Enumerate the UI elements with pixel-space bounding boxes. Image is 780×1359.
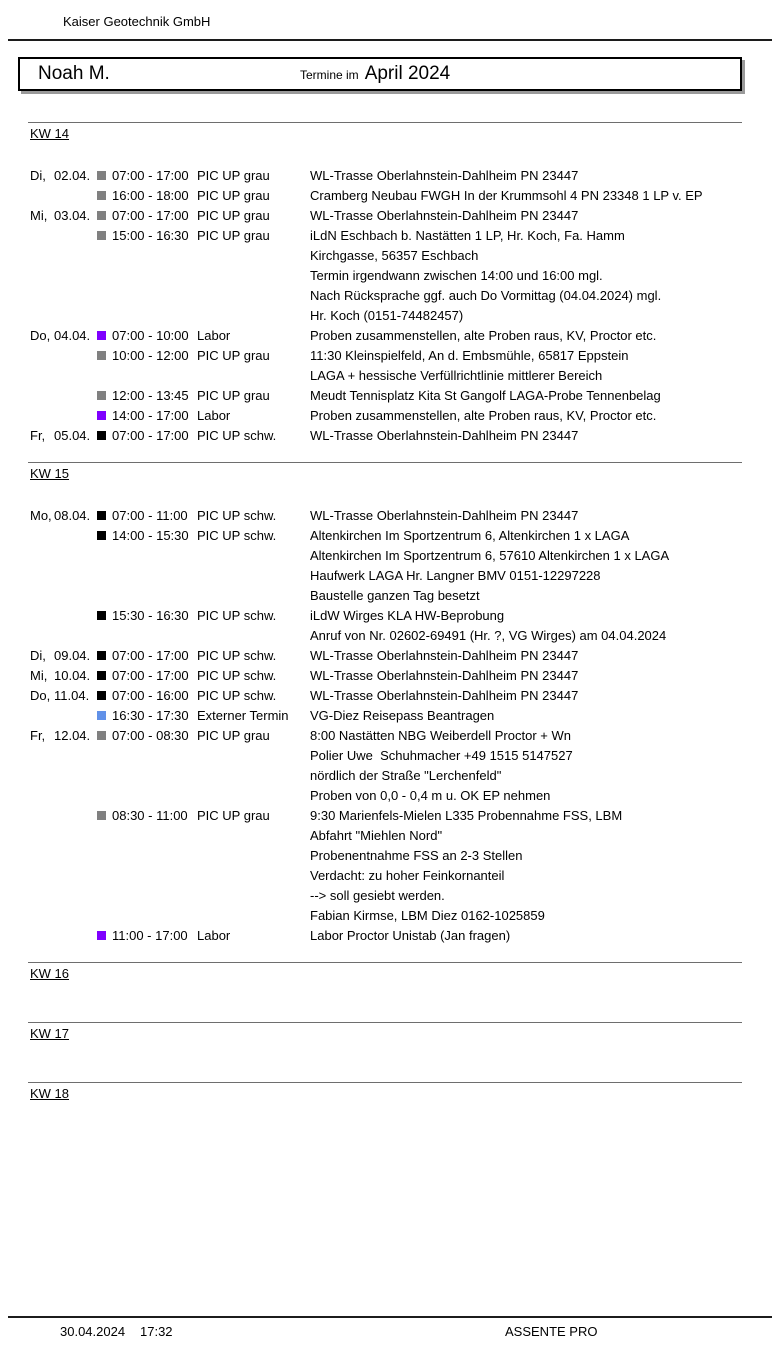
- category-marker-icon: [97, 811, 106, 820]
- appointment-row: [0, 706, 780, 726]
- category-marker-icon: [97, 691, 106, 700]
- description-text: Anruf von Nr. 02602-69491 (Hr. ?, VG Wirges) am 04.04.2024: [310, 628, 667, 643]
- time-range: 07:00 - 16:00: [112, 688, 189, 703]
- category-label: Externer Termin: [197, 708, 289, 723]
- category-label: PIC UP grau: [197, 168, 270, 183]
- appointment-continuation-row: [0, 366, 780, 386]
- title-bar: [18, 57, 742, 91]
- appointments-list: [0, 506, 780, 946]
- time-range: 08:30 - 11:00: [112, 808, 188, 823]
- appointment-row: [0, 206, 780, 226]
- category-marker-icon: [97, 191, 106, 200]
- description-text: WL-Trasse Oberlahnstein-Dahlheim PN 23447: [310, 208, 579, 223]
- description-text: Haufwerk LAGA Hr. Langner BMV 0151-12297228: [310, 568, 601, 583]
- description-text: VG-Diez Reisepass Beantragen: [310, 708, 495, 723]
- person-name: Noah M.: [38, 63, 110, 84]
- day-abbrev: Fr,: [30, 428, 46, 443]
- description-text: 9:30 Marienfels-Mielen L335 Probennahme FSS, LBM: [310, 808, 623, 823]
- category-marker-icon: [97, 211, 106, 220]
- appointment-continuation-row: [0, 546, 780, 566]
- appointment-row: [0, 926, 780, 946]
- appointment-row: [0, 226, 780, 246]
- time-range: 07:00 - 17:00: [112, 208, 189, 223]
- appointment-row: [0, 726, 780, 746]
- category-label: PIC UP schw.: [197, 508, 277, 523]
- category-label: PIC UP schw.: [197, 608, 277, 623]
- category-label: PIC UP grau: [197, 808, 270, 823]
- category-marker-icon: [97, 731, 106, 740]
- time-range: 11:00 - 17:00: [112, 928, 188, 943]
- appointment-continuation-row: [0, 566, 780, 586]
- appointment-row: [0, 506, 780, 526]
- day-abbrev: Do,: [30, 688, 51, 703]
- footer: [0, 1324, 780, 1344]
- print-time: 17:32: [140, 1324, 173, 1339]
- appointment-continuation-row: [0, 886, 780, 906]
- day-abbrev: Mi,: [30, 668, 48, 683]
- week-section: [0, 1082, 780, 1142]
- category-label: PIC UP schw.: [197, 668, 277, 683]
- appointment-row: [0, 606, 780, 626]
- appointment-row: [0, 326, 780, 346]
- day-date: 08.04.: [54, 508, 91, 523]
- category-label: Labor: [197, 928, 231, 943]
- appointment-row: [0, 166, 780, 186]
- day-date: 04.04.: [54, 328, 91, 343]
- appointment-row: [0, 406, 780, 426]
- week-label: KW 14: [30, 126, 70, 141]
- description-text: Polier Uwe Schuhmacher +49 1515 5147527: [310, 748, 573, 763]
- description-text: Labor Proctor Unistab (Jan fragen): [310, 928, 511, 943]
- description-text: Termin irgendwann zwischen 14:00 und 16:00 mgl.: [310, 268, 603, 283]
- week-section: [0, 962, 780, 1022]
- description-text: Kirchgasse, 56357 Eschbach: [310, 248, 479, 263]
- category-marker-icon: [97, 171, 106, 180]
- time-range: 14:00 - 15:30: [112, 528, 189, 543]
- company-name: Kaiser Geotechnik GmbH: [63, 14, 211, 29]
- category-marker-icon: [97, 231, 106, 240]
- day-abbrev: Fr,: [30, 728, 46, 743]
- appointment-continuation-row: [0, 746, 780, 766]
- appointment-continuation-row: [0, 286, 780, 306]
- week-label: KW 16: [30, 966, 70, 981]
- appointment-row: [0, 806, 780, 826]
- category-marker-icon: [97, 931, 106, 940]
- category-label: PIC UP grau: [197, 388, 270, 403]
- category-label: Labor: [197, 328, 231, 343]
- category-marker-icon: [97, 511, 106, 520]
- day-date: 12.04.: [54, 728, 91, 743]
- description-text: Altenkirchen Im Sportzentrum 6, Altenkirchen 1 x LAGA: [310, 528, 630, 543]
- header-divider: [8, 39, 772, 41]
- print-date: 30.04.2024: [60, 1324, 126, 1339]
- category-marker-icon: [97, 391, 106, 400]
- category-label: PIC UP grau: [197, 228, 270, 243]
- appointment-continuation-row: [0, 626, 780, 646]
- day-date: 11.04.: [54, 688, 90, 703]
- description-text: Proben zusammenstellen, alte Proben raus, KV, Proctor etc.: [310, 408, 657, 423]
- day-date: 10.04.: [54, 668, 91, 683]
- appointment-row: [0, 686, 780, 706]
- time-range: 12:00 - 13:45: [112, 388, 189, 403]
- day-date: 02.04.: [54, 168, 91, 183]
- day-date: 03.04.: [54, 208, 91, 223]
- time-range: 14:00 - 17:00: [112, 408, 189, 423]
- category-marker-icon: [97, 411, 106, 420]
- day-abbrev: Mo,: [30, 508, 52, 523]
- appointment-continuation-row: [0, 846, 780, 866]
- description-text: LAGA + hessische Verfüllrichtlinie mittlerer Bereich: [310, 368, 603, 383]
- time-range: 10:00 - 12:00: [112, 348, 189, 363]
- time-range: 15:30 - 16:30: [112, 608, 189, 623]
- week-section: [0, 122, 780, 462]
- category-marker-icon: [97, 711, 106, 720]
- description-text: Cramberg Neubau FWGH In der Krummsohl 4 PN 23348 1 LP v. EP: [310, 188, 703, 203]
- description-text: Verdacht: zu hoher Feinkornanteil: [310, 868, 505, 883]
- day-abbrev: Di,: [30, 648, 46, 663]
- day-abbrev: Do,: [30, 328, 51, 343]
- appointment-row: [0, 346, 780, 366]
- description-text: Proben zusammenstellen, alte Proben raus, KV, Proctor etc.: [310, 328, 657, 343]
- time-range: 07:00 - 10:00: [112, 328, 189, 343]
- appointment-row: [0, 186, 780, 206]
- category-label: PIC UP grau: [197, 728, 270, 743]
- day-abbrev: Di,: [30, 168, 46, 183]
- category-marker-icon: [97, 431, 106, 440]
- day-date: 09.04.: [54, 648, 91, 663]
- category-label: PIC UP schw.: [197, 528, 277, 543]
- description-text: Baustelle ganzen Tag besetzt: [310, 588, 480, 603]
- description-text: Fabian Kirmse, LBM Diez 0162-1025859: [310, 908, 545, 923]
- time-range: 07:00 - 17:00: [112, 668, 189, 683]
- time-range: 16:30 - 17:30: [112, 708, 189, 723]
- description-text: Proben von 0,0 - 0,4 m u. OK EP nehmen: [310, 788, 551, 803]
- category-label: Labor: [197, 408, 231, 423]
- description-text: WL-Trasse Oberlahnstein-Dahlheim PN 23447: [310, 428, 579, 443]
- app-name: ASSENTE PRO: [505, 1324, 598, 1339]
- description-text: Altenkirchen Im Sportzentrum 6, 57610 Altenkirchen 1 x LAGA: [310, 548, 670, 563]
- appointment-continuation-row: [0, 306, 780, 326]
- time-range: 07:00 - 17:00: [112, 648, 189, 663]
- description-text: 8:00 Nastätten NBG Weiberdell Proctor + Wn: [310, 728, 571, 743]
- description-text: WL-Trasse Oberlahnstein-Dahlheim PN 23447: [310, 508, 579, 523]
- appointments-list: [0, 166, 780, 446]
- category-label: PIC UP grau: [197, 188, 270, 203]
- title-group: [300, 59, 450, 90]
- time-range: 15:00 - 16:30: [112, 228, 189, 243]
- time-range: 07:00 - 17:00: [112, 428, 189, 443]
- description-text: Abfahrt "Miehlen Nord": [310, 828, 443, 843]
- category-marker-icon: [97, 671, 106, 680]
- time-range: 07:00 - 11:00: [112, 508, 188, 523]
- time-range: 07:00 - 08:30: [112, 728, 189, 743]
- description-text: iLdN Eschbach b. Nastätten 1 LP, Hr. Koch, Fa. Hamm: [310, 228, 625, 243]
- category-label: PIC UP schw.: [197, 648, 277, 663]
- appointment-continuation-row: [0, 766, 780, 786]
- description-text: Probenentnahme FSS an 2-3 Stellen: [310, 848, 523, 863]
- appointment-continuation-row: [0, 866, 780, 886]
- category-label: PIC UP schw.: [197, 428, 277, 443]
- description-text: --> soll gesiebt werden.: [310, 888, 445, 903]
- week-label: KW 17: [30, 1026, 70, 1041]
- description-text: Hr. Koch (0151-74482457): [310, 308, 464, 323]
- category-label: PIC UP grau: [197, 348, 270, 363]
- description-text: iLdW Wirges KLA HW-Beprobung: [310, 608, 505, 623]
- category-marker-icon: [97, 351, 106, 360]
- description-text: nördlich der Straße "Lerchenfeld": [310, 768, 502, 783]
- category-marker-icon: [97, 331, 106, 340]
- appointment-row: [0, 666, 780, 686]
- title-month: April 2024: [364, 63, 451, 84]
- appointment-row: [0, 386, 780, 406]
- appointment-row: [0, 526, 780, 546]
- day-date: 05.04.: [54, 428, 91, 443]
- category-label: PIC UP grau: [197, 208, 270, 223]
- footer-divider: [8, 1316, 772, 1318]
- category-label: PIC UP schw.: [197, 688, 277, 703]
- appointment-continuation-row: [0, 586, 780, 606]
- title-label: Termine im: [300, 68, 359, 82]
- week-section: [0, 1022, 780, 1082]
- description-text: WL-Trasse Oberlahnstein-Dahlheim PN 23447: [310, 648, 579, 663]
- description-text: Meudt Tennisplatz Kita St Gangolf LAGA-Probe Tennenbelag: [310, 388, 661, 403]
- week-label: KW 18: [30, 1086, 70, 1101]
- weeks-container: [0, 122, 780, 1142]
- appointment-continuation-row: [0, 906, 780, 926]
- time-range: 16:00 - 18:00: [112, 188, 189, 203]
- appointment-continuation-row: [0, 246, 780, 266]
- time-range: 07:00 - 17:00: [112, 168, 189, 183]
- week-label: KW 15: [30, 466, 70, 481]
- description-text: Nach Rücksprache ggf. auch Do Vormittag (04.04.2024) mgl.: [310, 288, 662, 303]
- description-text: WL-Trasse Oberlahnstein-Dahlheim PN 23447: [310, 688, 579, 703]
- category-marker-icon: [97, 651, 106, 660]
- week-section: [0, 462, 780, 962]
- appointment-continuation-row: [0, 786, 780, 806]
- appointment-continuation-row: [0, 826, 780, 846]
- description-text: 11:30 Kleinspielfeld, An d. Embsmühle, 65817 Eppstein: [310, 348, 629, 363]
- description-text: WL-Trasse Oberlahnstein-Dahlheim PN 23447: [310, 168, 579, 183]
- category-marker-icon: [97, 611, 106, 620]
- appointment-row: [0, 646, 780, 666]
- day-abbrev: Mi,: [30, 208, 48, 223]
- category-marker-icon: [97, 531, 106, 540]
- appointment-row: [0, 426, 780, 446]
- appointment-continuation-row: [0, 266, 780, 286]
- description-text: WL-Trasse Oberlahnstein-Dahlheim PN 23447: [310, 668, 579, 683]
